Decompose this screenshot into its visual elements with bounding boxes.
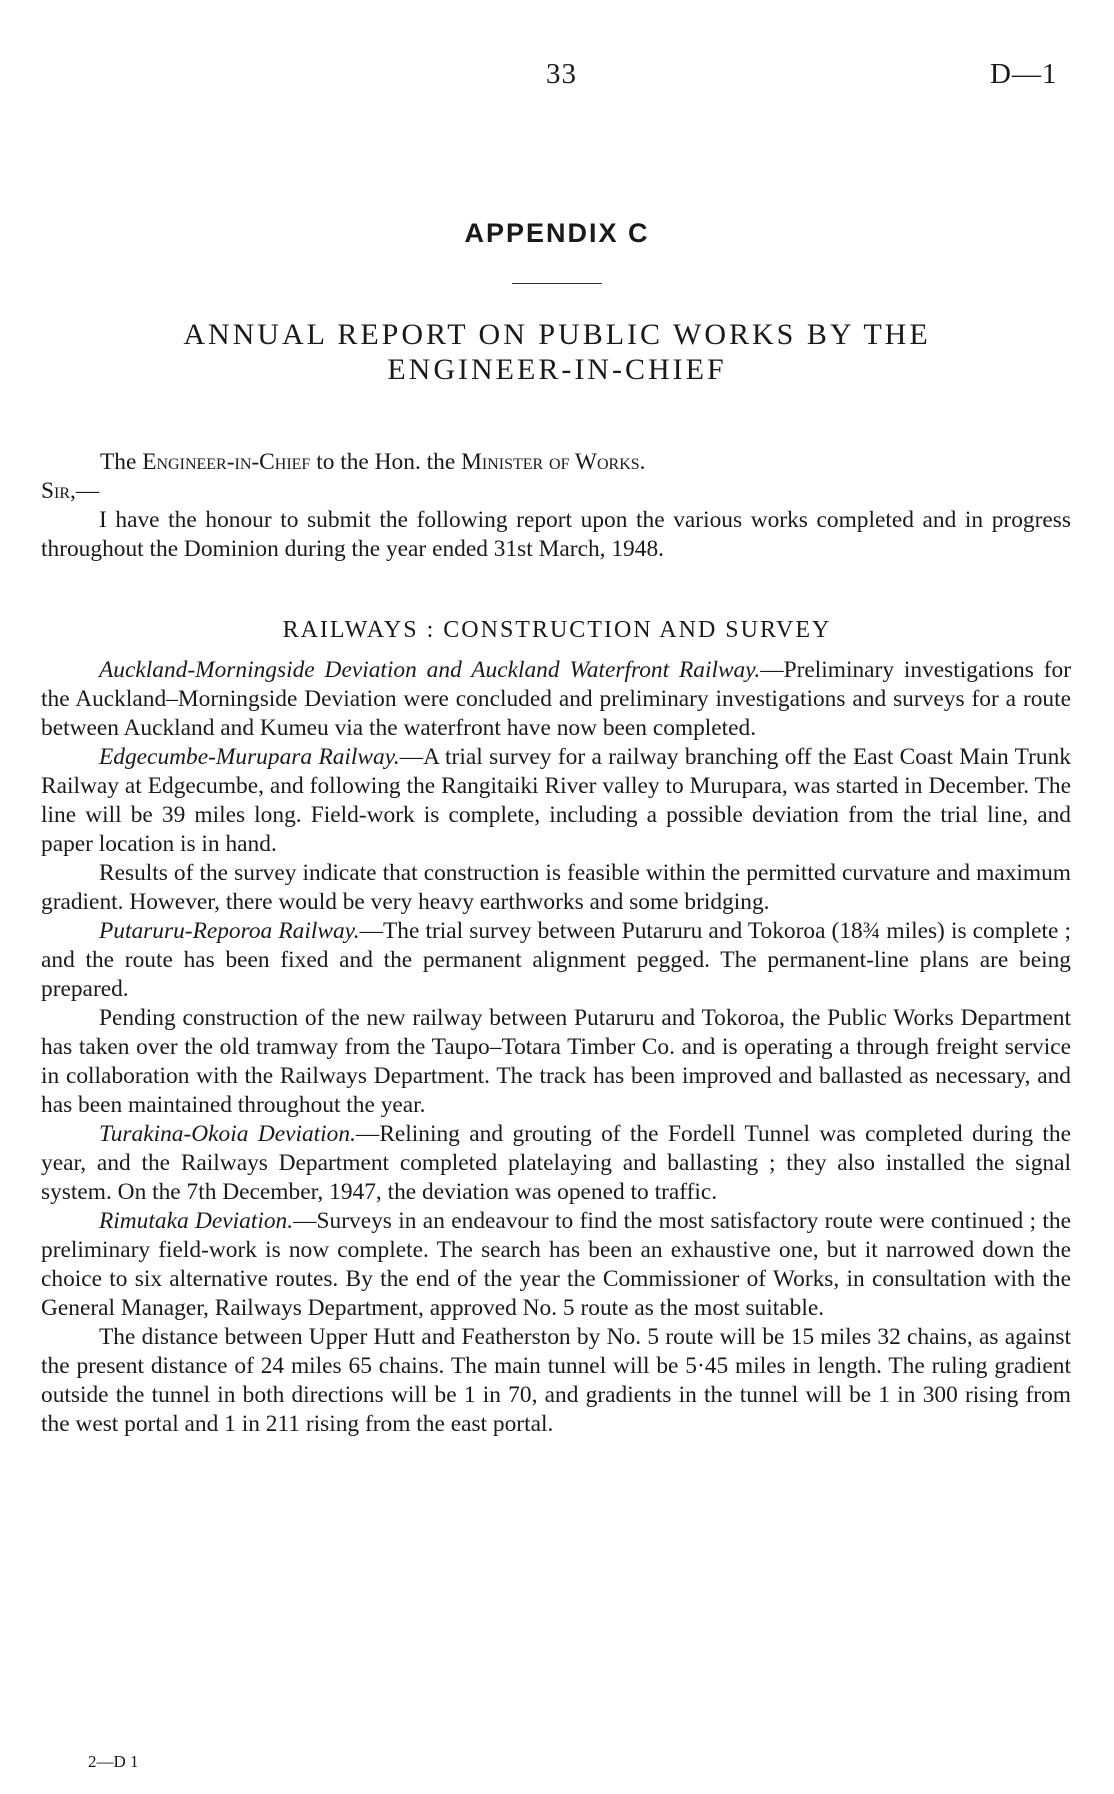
appendix-label: APPENDIX C [464, 218, 650, 248]
paragraph-text: —Surveys in an endeavour to find the most satisfactory route were continued ; the preliminary field-work is now complete. The search has been an exhaustive one, but it narrowed down the choice to six alternative routes. By the end of the year the Commissioner of Works, in consultation with the General Manager, Railways Department, approved No. 5 route as the most suitable. [41, 1208, 1071, 1321]
paragraph-heading: Turakina-Okoia Deviation. [99, 1121, 356, 1147]
paragraph [41, 1323, 1071, 1439]
paragraph-text: The distance between Upper Hutt and Featherston by No. 5 route will be 15 miles 32 chains, as against the present distance of 24 miles 65 chains. The main tunnel will be 5·45 miles in length. The ruling gradient outside the tunnel in both directions will be 1 in 70, and gradients in the tunnel will be 1 in 300 rising from the west portal and 1 in 211 rising from the east portal. [41, 1324, 1071, 1437]
paragraph [41, 1120, 1071, 1207]
salutation-end: . [639, 449, 646, 475]
paragraph-text: Pending construction of the new railway between Putaruru and Tokoroa, the Public Works Department has taken over the old tramway from the Taupo–Totara Timber Co. and is operating a through freight service in collaboration with the Railways Department. The track has been improved and ballasted as necessary, and has been maintained throughout the year. [41, 1005, 1071, 1118]
paragraph-heading: Putaruru-Reporoa Railway. [99, 918, 360, 944]
salutation-line [100, 448, 646, 477]
salutation-to-text: to the Hon. the [310, 449, 462, 475]
report-title-text: ANNUAL REPORT ON PUBLIC WORKS BY THE ENGINEER-IN-CHIEF [183, 318, 931, 386]
paragraph-heading: Rimutaka Deviation. [99, 1208, 294, 1234]
paragraph-text: —The trial survey between Putaruru and Tokoroa (18¾ miles) is complete ; and the route has been fixed and the permanent alignment pegged. The permanent-line plans are being prepared. [41, 918, 1072, 1002]
paragraph-text: —A trial survey for a railway branching off the East Coast Main Trunk Railway at Edgecumbe, and following the Rangitaiki River valley to Murupara, was started in December. The line will be 39 miles long. Field-work is complete, including a possible deviation from the trial line, and paper location is in hand. [41, 744, 1071, 857]
paragraph [41, 859, 1071, 917]
report-title [0, 317, 1114, 387]
salutation-to: Minister of Works [461, 449, 640, 475]
paragraph [41, 743, 1071, 859]
paragraph-text: —Preliminary investigations for the Auckland–Morningside Deviation were concluded and preliminary investigations and surveys for a route between Auckland and Kumeu via the waterfront have now been completed. [41, 657, 1071, 741]
salutation-prefix: The [100, 449, 143, 475]
paragraph-heading: Edgecumbe-Murupara Railway. [99, 744, 400, 770]
intro-text: I have the honour to submit the following report upon the various works completed and in progress throughout the Dominion during the year ended 31st March, 1948. [41, 507, 1071, 562]
salutation-sir: Sir,— [41, 478, 100, 504]
document-code: D—1 [990, 58, 1058, 90]
salutation-from: Engineer-in-Chief [142, 449, 311, 475]
section-heading: RAILWAYS : CONSTRUCTION AND SURVEY [282, 617, 832, 643]
paragraph-text: —Relining and grouting of the Fordell Tunnel was completed during the year, and the Railways Department completed platelaying and ballasting ; they also installed the signal system. On the 7th December, 1947, the deviation was opened to traffic. [41, 1121, 1071, 1205]
printer-signature: 2—D 1 [88, 1752, 139, 1771]
intro-paragraph [41, 506, 1071, 564]
paragraph [41, 656, 1071, 743]
paragraph [41, 917, 1071, 1004]
paragraph-text: Results of the survey indicate that construction is feasible within the permitted curvature and maximum gradient. However, there would be very heavy earthworks and some bridging. [41, 860, 1071, 915]
title-divider [512, 283, 602, 284]
paragraph-heading: Auckland-Morningside Deviation and Auckland Waterfront Railway. [99, 657, 761, 683]
report-body [41, 656, 1071, 1439]
paragraph [41, 1004, 1071, 1120]
paragraph [41, 1207, 1071, 1323]
page-number: 33 [546, 58, 577, 90]
